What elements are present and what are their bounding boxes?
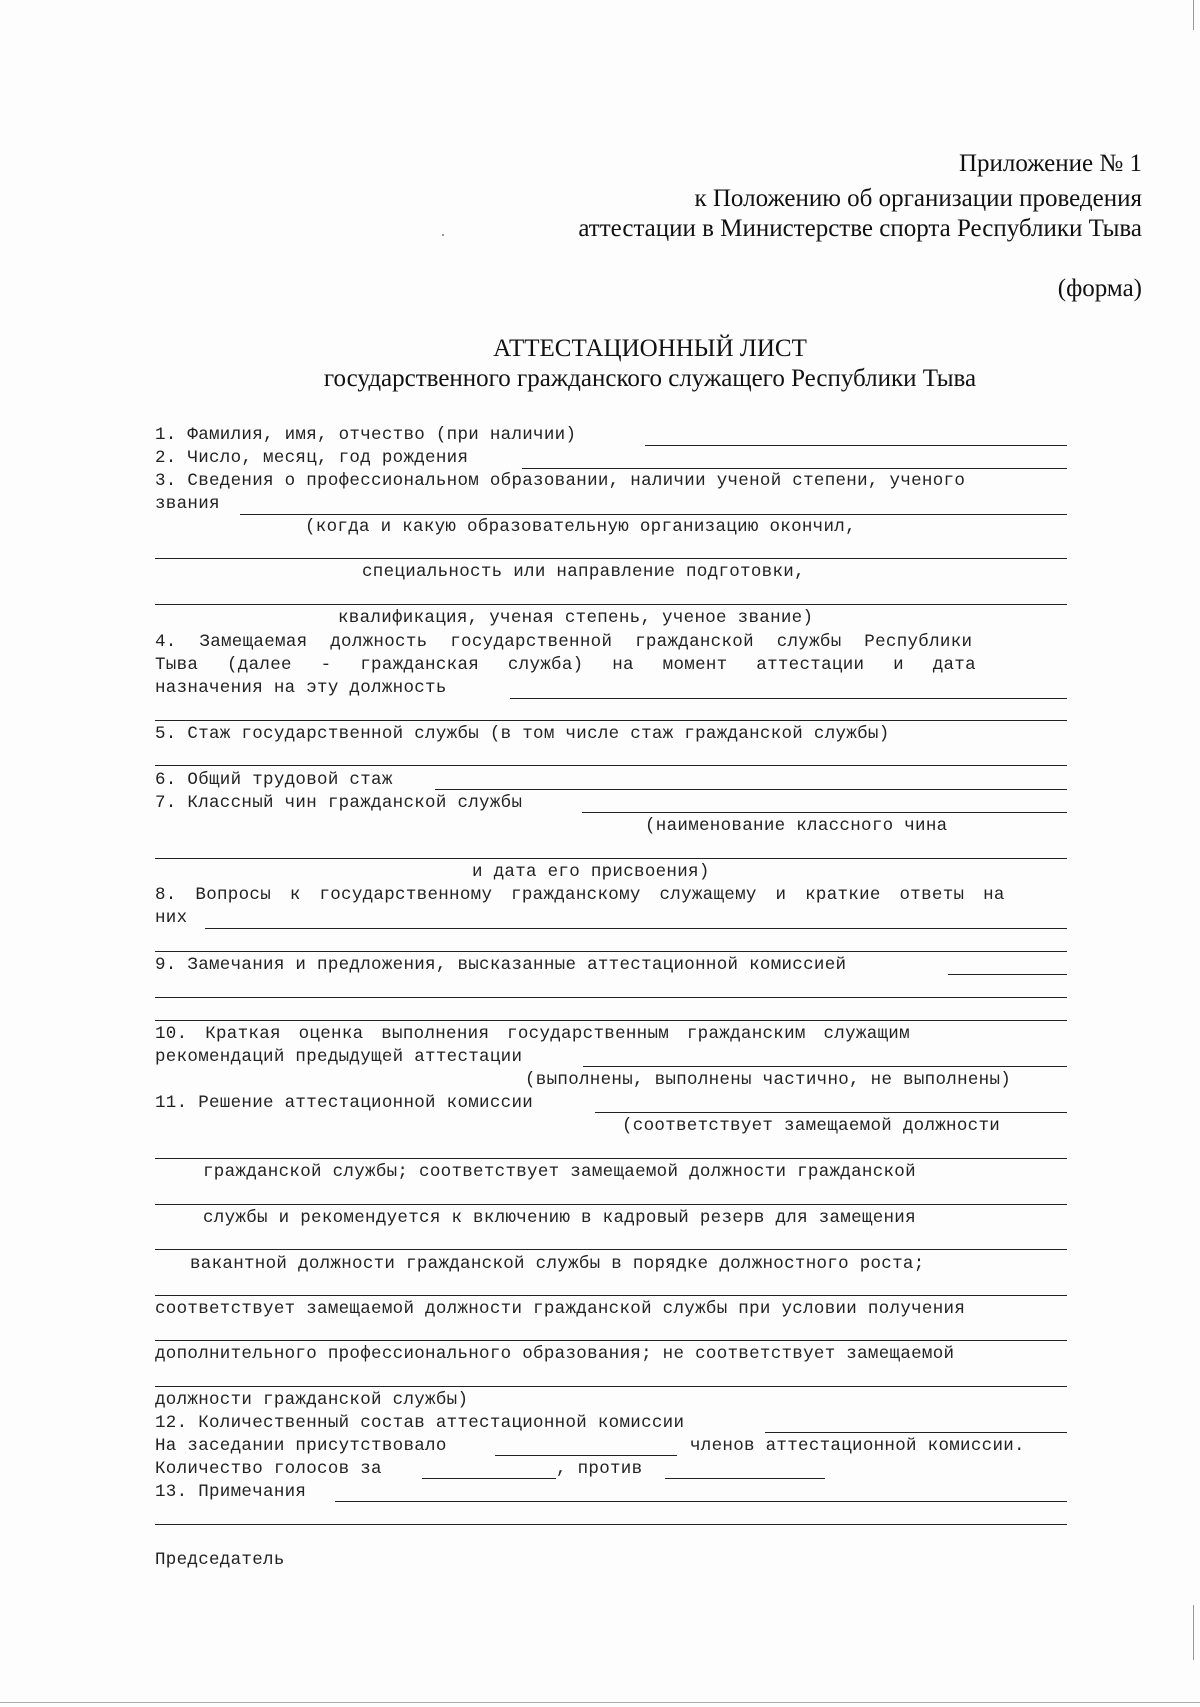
- field-4-line-2[interactable]: [155, 720, 1067, 721]
- field-2-line[interactable]: [522, 468, 1067, 469]
- field-12-present-line[interactable]: [495, 1455, 677, 1456]
- field-3-line-2[interactable]: [155, 558, 1067, 559]
- field-4-line-1[interactable]: [510, 698, 1067, 699]
- field-9-label: 9. Замечания и предложения, высказанные аттестационной комиссией: [155, 955, 847, 975]
- field-11-line-3[interactable]: [155, 1204, 1067, 1205]
- scan-bottom-edge: [0, 1702, 1200, 1703]
- field-4-label-cont-1: Тыва (далее - гражданская служба) на момент аттестации и дата: [155, 655, 976, 675]
- field-4-label: 4. Замещаемая должность государственной гражданской службы Республики: [155, 632, 973, 652]
- field-1-line[interactable]: [645, 445, 1067, 446]
- field-12-label: 12. Количественный состав аттестационной комиссии: [155, 1413, 685, 1433]
- document-title: АТТЕСТАЦИОННЫЙ ЛИСТ: [493, 335, 807, 362]
- field-3-line-3[interactable]: [155, 604, 1067, 605]
- field-10-label-cont: рекомендаций предыдущей аттестации: [155, 1047, 523, 1067]
- field-11-line-2[interactable]: [155, 1158, 1067, 1159]
- field-11-hint-5: соответствует замещаемой должности гражданской службы при условии получения: [155, 1299, 966, 1319]
- appendix-reference-line-2: аттестации в Министерстве спорта Республики Тыва: [578, 215, 1142, 242]
- scan-edge-mark: [1193, 0, 1194, 30]
- field-8-label: 8. Вопросы к государственному гражданскому служащему и краткие ответы на: [155, 885, 1005, 905]
- field-2-label: 2. Число, месяц, год рождения: [155, 448, 469, 468]
- field-3-hint-2: специальность или направление подготовки,: [362, 562, 805, 582]
- field-3-line-1[interactable]: [240, 514, 1067, 515]
- field-7-hint-1: (наименование классного чина: [645, 816, 948, 836]
- field-11-line-1[interactable]: [595, 1112, 1067, 1113]
- field-8-line-1[interactable]: [205, 928, 1067, 929]
- scan-edge-mark: [1193, 1605, 1194, 1660]
- field-9-line-1[interactable]: [948, 974, 1067, 975]
- field-11-line-5[interactable]: [155, 1295, 1067, 1296]
- field-3-label-cont: звания: [155, 494, 220, 514]
- form-note: (форма): [1057, 275, 1142, 302]
- field-11-line-4[interactable]: [155, 1249, 1067, 1250]
- field-3-hint-3: квалификация, ученая степень, ученое звание): [338, 608, 814, 628]
- appendix-reference-line-1: к Положению об организации проведения: [694, 185, 1142, 212]
- field-11-hint-1: (соответствует замещаемой должности: [622, 1116, 1001, 1136]
- field-10-line[interactable]: [583, 1066, 1067, 1067]
- field-10-hint: (выполнены, выполнены частично, не выполнены): [525, 1070, 1012, 1090]
- document-subtitle: государственного гражданского служащего Республики Тыва: [323, 365, 977, 392]
- appendix-number: Приложение № 1: [958, 150, 1142, 177]
- field-11-hint-7: должности гражданской службы): [155, 1390, 469, 1410]
- field-11-hint-3: службы и рекомендуется к включению в кадровый резерв для замещения: [203, 1208, 916, 1228]
- field-12-line[interactable]: [765, 1432, 1067, 1433]
- field-13-label: 13. Примечания: [155, 1482, 307, 1502]
- field-5-line[interactable]: [155, 765, 1067, 766]
- field-9-line-2[interactable]: [155, 997, 1067, 998]
- field-11-label: 11. Решение аттестационной комиссии: [155, 1093, 534, 1113]
- field-8-line-2[interactable]: [155, 951, 1067, 952]
- field-11-line-7[interactable]: [155, 1386, 1067, 1387]
- field-4-label-cont-2: назначения на эту должность: [155, 678, 447, 698]
- field-12-votes-for-line[interactable]: [422, 1478, 556, 1479]
- field-11-hint-6: дополнительного профессионального образования; не соответствует замещаемой: [155, 1344, 955, 1364]
- field-7-label: 7. Классный чин гражданской службы: [155, 793, 523, 813]
- field-13-line-2[interactable]: [155, 1524, 1067, 1525]
- field-3-hint-1: (когда и какую образовательную организацию окончил,: [305, 517, 856, 537]
- field-5-label: 5. Стаж государственной службы (в том числе стаж гражданской службы): [155, 724, 890, 744]
- field-12-votes-against-line[interactable]: [665, 1478, 825, 1479]
- chairman-label: Председатель: [155, 1550, 285, 1570]
- field-12-present-suffix: членов аттестационной комиссии.: [690, 1436, 1025, 1456]
- field-3-label: 3. Сведения о профессиональном образовании, наличии ученой степени, ученого: [155, 471, 966, 491]
- field-12-present-label: На заседании присутствовало: [155, 1436, 447, 1456]
- field-1-label: 1. Фамилия, имя, отчество (при наличии): [155, 425, 577, 445]
- field-11-hint-4: вакантной должности гражданской службы в порядке должностного роста;: [190, 1254, 925, 1274]
- field-9-line-3[interactable]: [155, 1020, 1067, 1021]
- field-11-hint-2: гражданской службы; соответствует замещаемой должности гражданской: [203, 1162, 916, 1182]
- field-12-votes-for-label: Количество голосов за: [155, 1459, 382, 1479]
- field-8-label-cont: них: [155, 908, 188, 928]
- field-7-line-2[interactable]: [155, 858, 1067, 859]
- field-7-line-1[interactable]: [582, 812, 1067, 813]
- field-7-hint-2: и дата его присвоения): [472, 862, 710, 882]
- field-6-label: 6. Общий трудовой стаж: [155, 770, 393, 790]
- field-13-line-1[interactable]: [335, 1501, 1067, 1502]
- field-11-line-6[interactable]: [155, 1340, 1067, 1341]
- field-10-label: 10. Краткая оценка выполнения государственным гражданским служащим: [155, 1024, 910, 1044]
- field-6-line[interactable]: [435, 789, 1067, 790]
- scan-speck: [442, 234, 444, 236]
- field-12-votes-against-label: , против: [556, 1459, 643, 1479]
